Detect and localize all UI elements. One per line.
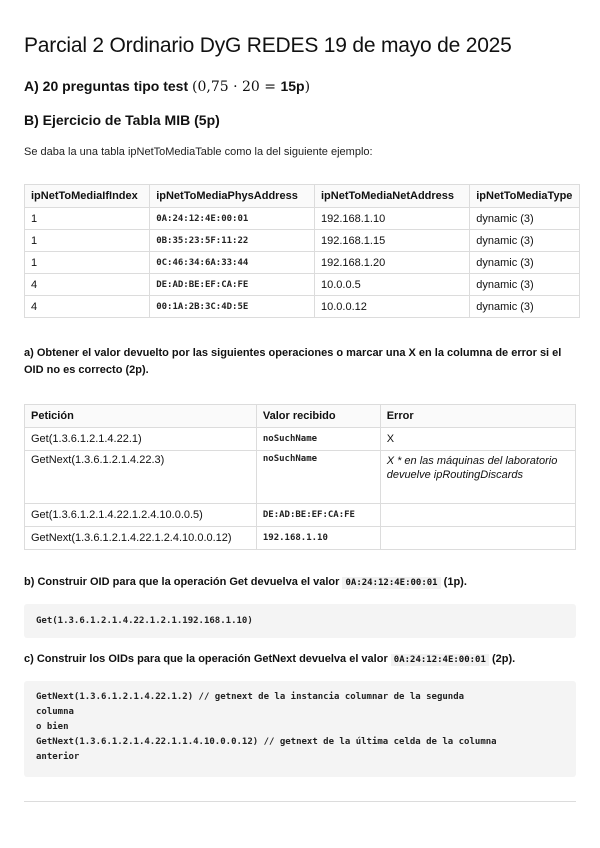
ops-header-value: Valor recibido [256, 405, 380, 428]
mib-cell: 00:1A:2B:3C:4D:5E [150, 296, 315, 318]
mib-header-type: ipNetToMediaType [470, 185, 580, 208]
question-b-points: (1p). [440, 576, 467, 588]
table-row [25, 504, 576, 527]
table-row [25, 451, 576, 504]
ops-cell: GetNext(1.3.6.1.2.1.4.22.1.2.4.10.0.0.12) [25, 527, 257, 550]
mib-cell: 4 [25, 296, 150, 318]
mib-header-physaddress: ipNetToMediaPhysAddress [150, 185, 315, 208]
ops-cell: noSuchName [256, 451, 380, 504]
ops-cell: Get(1.3.6.1.2.1.4.22.1.2.4.10.0.0.5) [25, 504, 257, 527]
mib-cell: dynamic (3) [470, 208, 580, 230]
table-row [25, 274, 580, 296]
question-a: a) Obtener el valor devuelto por las siguientes operaciones o marcar una X en la columna de error si el OID no es correcto (2p). [24, 347, 562, 376]
mib-cell: 192.168.1.15 [314, 230, 469, 252]
mib-cell: 0C:46:34:6A:33:44 [150, 252, 315, 274]
answer-c-code [24, 681, 576, 777]
mib-cell: dynamic (3) [470, 296, 580, 318]
question-b-code: 0A:24:12:4E:00:01 [342, 577, 440, 589]
ops-cell [380, 527, 575, 550]
section-a-points: 15p [280, 78, 305, 94]
mib-cell: dynamic (3) [470, 274, 580, 296]
table-row [25, 296, 580, 318]
mib-cell: dynamic (3) [470, 230, 580, 252]
mib-header-row [25, 185, 580, 208]
mib-cell: 1 [25, 230, 150, 252]
mib-cell: 4 [25, 274, 150, 296]
answer-c-line: o bien [36, 722, 69, 732]
operations-table [24, 404, 576, 550]
table-row [25, 230, 580, 252]
mib-cell: 0A:24:12:4E:00:01 [150, 208, 315, 230]
ops-cell: GetNext(1.3.6.1.2.1.4.22.3) [25, 451, 257, 504]
mib-header-netaddress: ipNetToMediaNetAddress [314, 185, 469, 208]
mib-cell: 192.168.1.20 [314, 252, 469, 274]
page-title: Parcial 2 Ordinario DyG REDES 19 de mayo de 2025 [24, 34, 512, 57]
section-a-close: ) [304, 79, 311, 95]
ops-header-row [25, 405, 576, 428]
mib-cell: 1 [25, 208, 150, 230]
question-c-text: c) Construir los OIDs para que la operación GetNext devuelva el valor [24, 653, 391, 665]
ops-cell: Get(1.3.6.1.2.1.4.22.1) [25, 428, 257, 451]
mib-cell: 0B:35:23:5F:11:22 [150, 230, 315, 252]
answer-b-code [24, 604, 576, 638]
mib-cell: DE:AD:BE:EF:CA:FE [150, 274, 315, 296]
question-c-code: 0A:24:12:4E:00:01 [391, 654, 489, 666]
ops-cell: X [380, 428, 575, 451]
ops-header-request: Petición [25, 405, 257, 428]
section-b-label: B) Ejercicio de Tabla MIB ( [24, 112, 199, 128]
intro-text: Se daba la una tabla ipNetToMediaTable como la del siguiente ejemplo: [24, 146, 373, 158]
answer-c-line: GetNext(1.3.6.1.2.1.4.22.1.2) // getnext de la instancia columnar de la segunda [36, 692, 465, 702]
question-b-text: b) Construir OID para que la operación Get devuelva el valor [24, 576, 343, 588]
section-a-formula: (0,75 · 20 = [192, 79, 281, 95]
mib-cell: 1 [25, 252, 150, 274]
mib-table [24, 184, 580, 318]
table-row [25, 527, 576, 550]
table-row [25, 252, 580, 274]
mib-cell: 192.168.1.10 [314, 208, 469, 230]
mib-cell: 10.0.0.5 [314, 274, 469, 296]
question-b [24, 574, 574, 592]
mib-cell: 10.0.0.12 [314, 296, 469, 318]
ops-cell: DE:AD:BE:EF:CA:FE [256, 504, 380, 527]
answer-c-line: columna [36, 707, 74, 717]
table-row [25, 208, 580, 230]
ops-header-error: Error [380, 405, 575, 428]
answer-c-line: anterior [36, 752, 80, 762]
question-c-points: (2p). [488, 653, 516, 665]
answer-c-line: GetNext(1.3.6.1.2.1.4.22.1.1.4.10.0.0.12) // getnext de la última celda de la columna [36, 737, 497, 747]
answer-b-line: Get(1.3.6.1.2.1.4.22.1.2.1.192.168.1.10) [36, 616, 253, 626]
ops-cell [380, 504, 575, 527]
table-row [25, 428, 576, 451]
mib-table-container [24, 184, 580, 318]
ops-cell: 192.168.1.10 [256, 527, 380, 550]
ops-cell: noSuchName [256, 428, 380, 451]
ops-cell: X * en las máquinas del laboratorio devuelve ipRoutingDiscards [380, 451, 575, 504]
section-a-label: A) 20 preguntas tipo test [24, 78, 189, 94]
section-a-heading [24, 78, 310, 95]
section-b-close: ) [215, 112, 220, 128]
section-b-heading [24, 112, 220, 128]
mib-header-ifindex: ipNetToMediaIfIndex [25, 185, 150, 208]
section-b-points: 5p [198, 112, 216, 128]
divider [24, 801, 576, 802]
question-c [24, 651, 574, 669]
mib-cell: dynamic (3) [470, 252, 580, 274]
